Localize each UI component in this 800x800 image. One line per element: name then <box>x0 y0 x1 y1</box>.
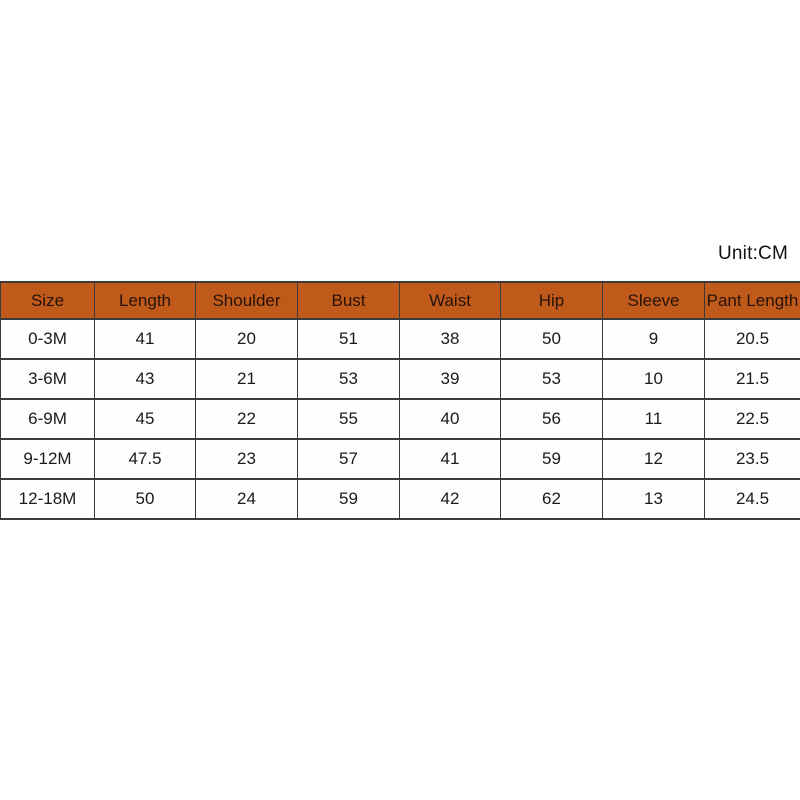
column-header-hip: Hip <box>501 282 603 319</box>
column-header-size: Size <box>1 282 95 319</box>
value-cell: 45 <box>95 399 196 439</box>
value-cell: 13 <box>603 479 705 519</box>
table-row-12-18m <box>1 479 800 519</box>
value-cell: 41 <box>95 319 196 359</box>
column-header-waist: Waist <box>400 282 501 319</box>
value-cell: 39 <box>400 359 501 399</box>
size-cell: 9-12M <box>1 439 95 479</box>
table-row-0-3m <box>1 319 800 359</box>
value-cell: 50 <box>501 319 603 359</box>
value-cell: 42 <box>400 479 501 519</box>
size-cell: 6-9M <box>1 399 95 439</box>
size-cell: 12-18M <box>1 479 95 519</box>
column-header-shoulder: Shoulder <box>196 282 298 319</box>
value-cell: 21.5 <box>705 359 800 399</box>
column-header-bust: Bust <box>298 282 400 319</box>
header-row <box>1 282 800 319</box>
value-cell: 59 <box>501 439 603 479</box>
value-cell: 56 <box>501 399 603 439</box>
value-cell: 57 <box>298 439 400 479</box>
table-row-6-9m <box>1 399 800 439</box>
value-cell: 20 <box>196 319 298 359</box>
value-cell: 62 <box>501 479 603 519</box>
value-cell: 40 <box>400 399 501 439</box>
value-cell: 50 <box>95 479 196 519</box>
size-cell: 3-6M <box>1 359 95 399</box>
size-cell: 0-3M <box>1 319 95 359</box>
value-cell: 59 <box>298 479 400 519</box>
value-cell: 12 <box>603 439 705 479</box>
value-cell: 21 <box>196 359 298 399</box>
value-cell: 24.5 <box>705 479 800 519</box>
value-cell: 53 <box>298 359 400 399</box>
value-cell: 51 <box>298 319 400 359</box>
table-row-3-6m <box>1 359 800 399</box>
value-cell: 38 <box>400 319 501 359</box>
unit-label: Unit:CM <box>717 243 788 264</box>
value-cell: 41 <box>400 439 501 479</box>
value-cell: 55 <box>298 399 400 439</box>
value-cell: 9 <box>603 319 705 359</box>
value-cell: 11 <box>603 399 705 439</box>
table-row-9-12m <box>1 439 800 479</box>
value-cell: 53 <box>501 359 603 399</box>
value-cell: 23.5 <box>705 439 800 479</box>
size-chart-table <box>0 281 800 520</box>
column-header-pant-length: Pant Length <box>705 282 800 319</box>
column-header-sleeve: Sleeve <box>603 282 705 319</box>
value-cell: 22.5 <box>705 399 800 439</box>
value-cell: 22 <box>196 399 298 439</box>
column-header-length: Length <box>95 282 196 319</box>
value-cell: 43 <box>95 359 196 399</box>
value-cell: 47.5 <box>95 439 196 479</box>
table-body <box>1 319 800 519</box>
value-cell: 24 <box>196 479 298 519</box>
value-cell: 23 <box>196 439 298 479</box>
value-cell: 10 <box>603 359 705 399</box>
value-cell: 20.5 <box>705 319 800 359</box>
